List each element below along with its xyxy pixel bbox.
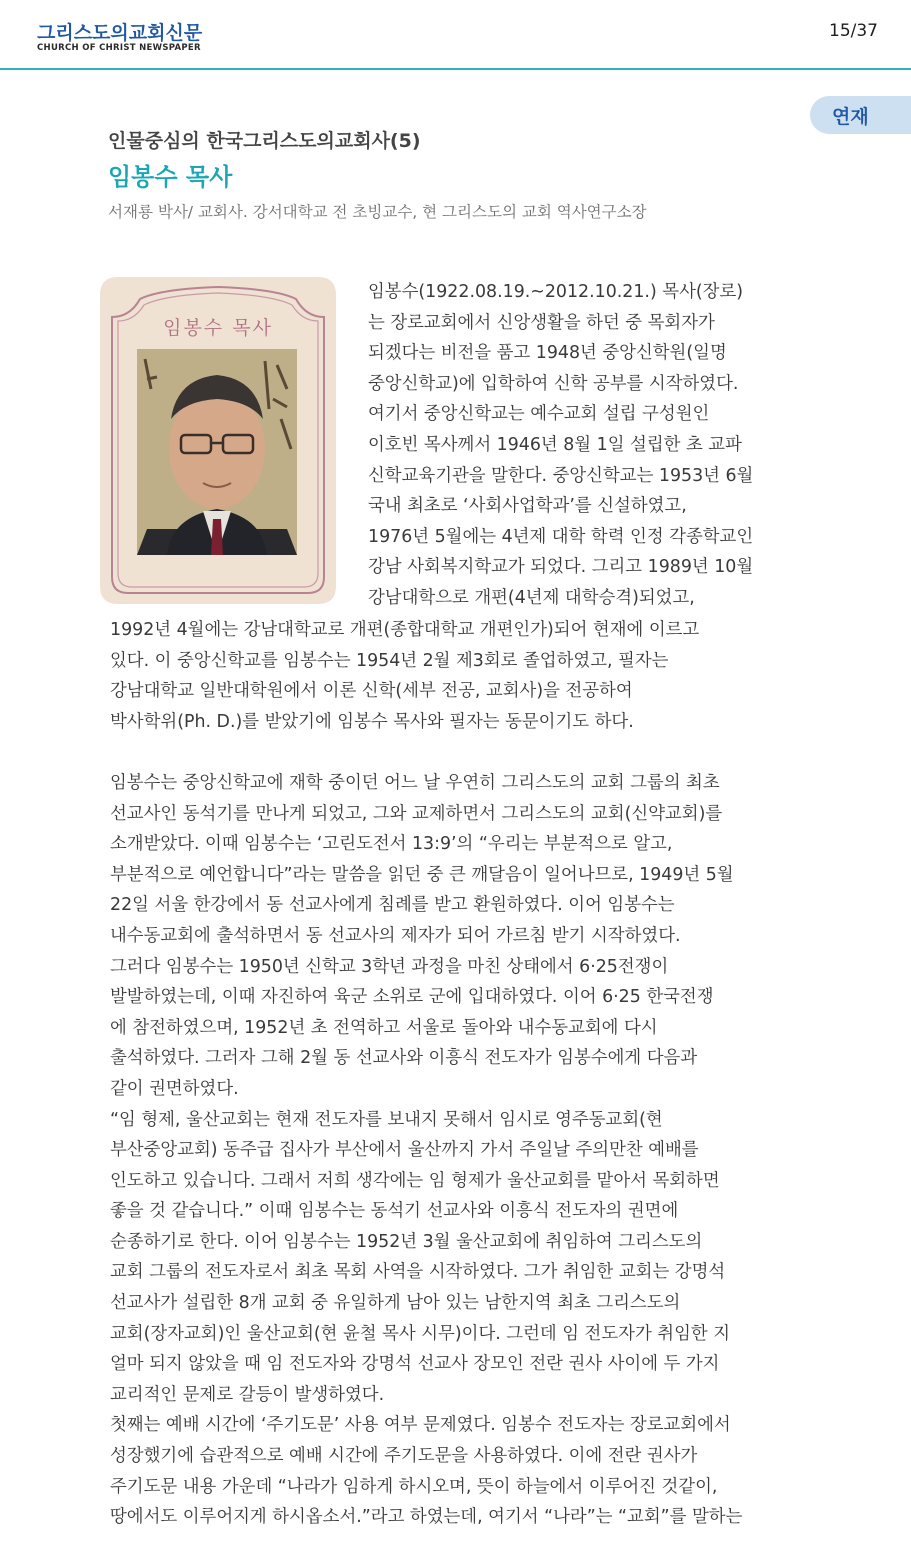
text-line: 임봉수(1922.08.19.~2012.10.21.) 목사(장로) [368,282,744,302]
text-line: 부분적으로 예언합니다”라는 말씀을 읽던 중 큰 깨달음이 일어나므로, 1949년 5월 [110,864,734,885]
text-line: 선교사가 설립한 8개 교회 중 유일하게 남아 있는 남한지역 최초 그리스도의 [110,1293,681,1314]
text-line: 중앙신학교)에 입학하여 신학 공부를 시작하였다. [368,373,739,394]
text-line: 박사학위(Ph. D.)를 받았기에 임봉수 목사와 필자는 동문이기도 하다. [110,711,634,732]
newspaper-logo[interactable]: 그리스도의교회신문 [37,22,203,44]
text-line: 그러다 임봉수는 1950년 신학교 3학년 과정을 마친 상태에서 6·25전쟁이 [110,956,669,977]
text-line: 내수동교회에 출석하면서 동 선교사의 제자가 되어 가르침 받기 시작하였다. [110,925,681,946]
section-tag [810,96,911,134]
text-line: 강남대학교 일반대학원에서 이론 신학(세부 전공, 교회사)을 전공하여 [110,681,633,702]
article-byline: 서재룡 박사/ 교회사. 강서대학교 전 초빙교수, 현 그리스도의 교회 역사연구소장 [108,203,647,221]
text-line: 교리적인 문제로 갈등이 발생하였다. [110,1384,385,1405]
text-line: 성장했기에 습관적으로 예배 시간에 주기도문을 사용하였다. 이에 전란 권사가 [110,1446,698,1467]
text-line: 순종하기로 한다. 이어 임봉수는 1952년 3월 울산교회에 취임하여 그리스도의 [110,1231,703,1252]
text-line: 인도하고 있습니다. 그래서 저희 생각에는 임 형제가 울산교회를 맡아서 목회하면 [110,1170,720,1191]
text-line: 첫째는 예배 시간에 ‘주기도문’ 사용 여부 문제였다. 임봉수 전도자는 장로교회에서 [110,1415,731,1436]
text-line: 1976년 5월에는 4년제 대학 학력 인정 각종학교인 [368,526,754,547]
text-line: 신학교육기관을 말한다. 중앙신학교는 1953년 6월 [368,465,754,486]
text-line: 에 참전하였으며, 1952년 초 전역하고 서울로 돌아와 내수동교회에 다시 [110,1017,658,1038]
text-line: 부산중앙교회) 동주급 집사가 부산에서 울산까지 가서 주일날 주의만찬 예배를 [110,1140,699,1161]
text-line: 얼마 되지 않았을 때 임 전도자와 강명석 선교사 장모인 전란 권사 사이에 두 가지 [110,1354,720,1375]
text-line: 있다. 이 중앙신학교를 임봉수는 1954년 2월 제3회로 졸업하였고, 필자는 [110,650,669,671]
text-line: 강남 사회복지학교가 되었다. 그리고 1989년 10월 [368,557,754,578]
text-line: 교회 그룹의 전도자로서 최초 목회 사역을 시작하였다. 그가 취임한 교회는 강명석 [110,1262,726,1283]
section-tag-label: 연재 [832,106,869,128]
article-body-intro [368,277,808,614]
text-line: 소개받았다. 이때 임봉수는 ‘고린도전서 13:9’의 “우리는 부분적으로 알고, [110,834,673,855]
article-title: 임봉수 목사 [108,163,233,191]
text-line: 발발하였는데, 이때 자진하여 육군 소위로 군에 입대하였다. 이어 6·25 한국전쟁 [110,987,714,1008]
page-number: 15/37 [829,21,878,41]
page-header [0,0,911,70]
text-line: 임봉수는 중앙신학교에 재학 중이던 어느 날 우연히 그리스도의 교회 그룹의 최초 [110,772,720,793]
text-line: 출석하였다. 그러자 그해 2월 동 선교사와 이흥식 전도자가 임봉수에게 다음과 [110,1048,698,1069]
header-divider [0,68,911,70]
text-line: 이호빈 목사께서 1946년 8월 1일 설립한 초 교파 [368,434,742,455]
text-line: 는 장로교회에서 신앙생활을 하던 중 목회자가 [368,312,715,333]
text-line: 좋을 것 같습니다.” 이때 임봉수는 동석기 선교사와 이흥식 전도자의 권면에 [110,1201,679,1222]
series-title: 인물중심의 한국그리스도의교회사(5) [108,130,421,152]
text-line: 같이 권면하였다. [110,1078,239,1099]
text-line: “임 형제, 울산교회는 현재 전도자를 보내지 못해서 임시로 영주동교회(현 [110,1109,663,1130]
text-line: 주기도문 내용 가운데 “나라가 임하게 하시오며, 뜻이 하늘에서 이루어진 것같이, [110,1476,718,1497]
newspaper-logo-subtitle: CHURCH OF CHRIST NEWSPAPER [37,43,201,53]
portrait-photo [137,349,297,555]
text-line: 강남대학으로 개편(4년제 대학승격)되었고, [368,587,695,608]
text-line: 되겠다는 비전을 품고 1948년 중앙신학원(일명 [368,343,727,364]
portrait-caption: 임봉수 목사 [163,317,273,339]
paragraph-gap [110,737,810,768]
text-line: 1992년 4월에는 강남대학교로 개편(종합대학교 개편인가)되어 현재에 이르고 [110,620,700,640]
text-line: 여기서 중앙신학교는 예수교회 설립 구성원인 [368,404,710,425]
text-line: 22일 서울 한강에서 동 선교사에게 침례를 받고 환원하였다. 이어 임봉수는 [110,895,675,916]
article-body [110,615,810,1533]
text-line: 선교사인 동석기를 만나게 되었고, 그와 교제하면서 그리스도의 교회(신약교회)를 [110,803,723,824]
text-line: 땅에서도 이루어지게 하시옵소서.”라고 하였는데, 여기서 “나라”는 “교회”를 말하는 [110,1507,743,1528]
text-line: 국내 최초로 ‘사회사업학과’를 신설하였고, [368,496,687,517]
text-line: 교회(장자교회)인 울산교회(현 윤철 목사 시무)이다. 그런데 임 전도자가 취임한 지 [110,1323,731,1344]
